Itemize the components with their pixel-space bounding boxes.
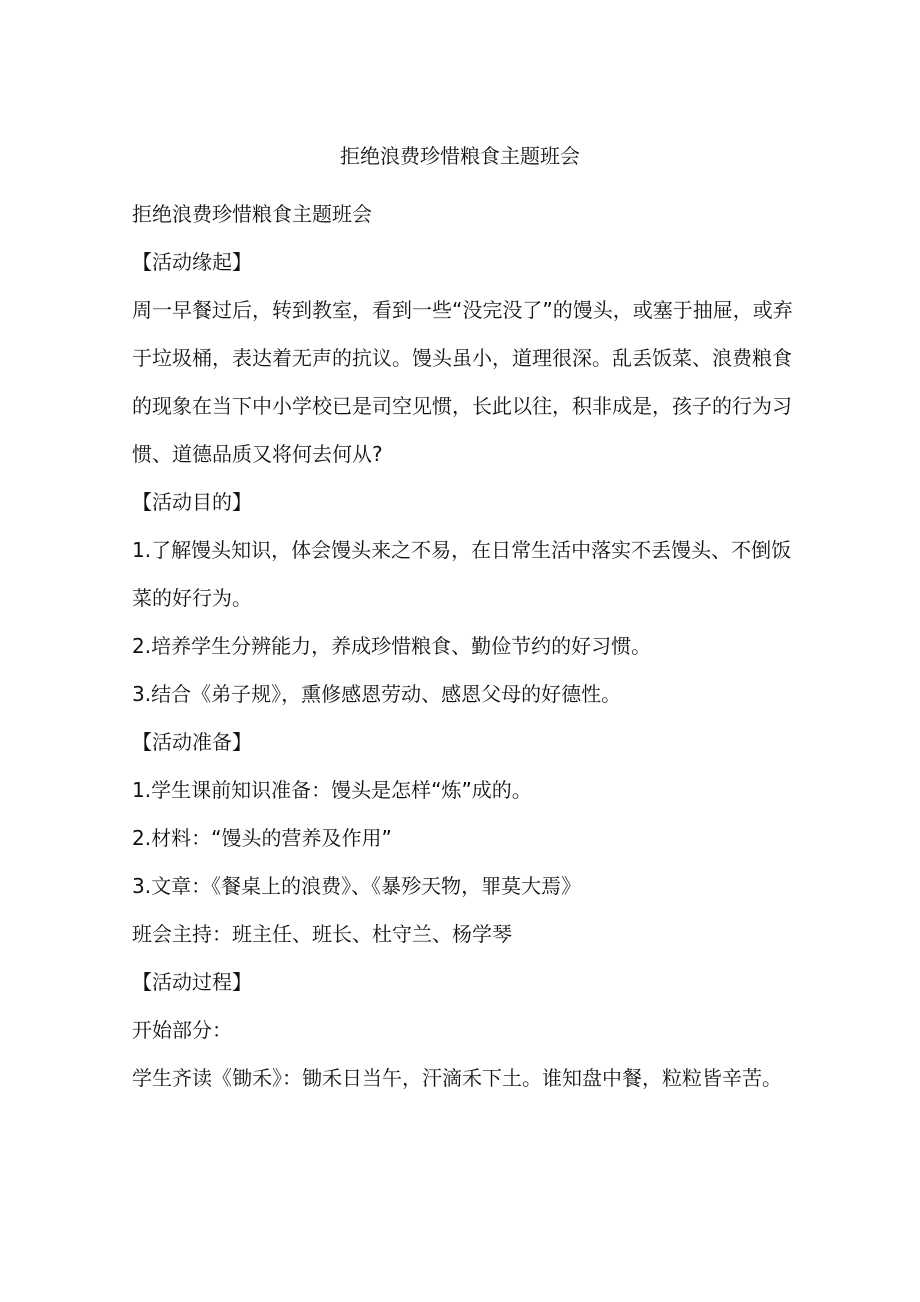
preparation-item-2: 2.材料：“馒头的营养及作用” (132, 826, 392, 850)
document-body (132, 190, 797, 1102)
section-heading-preparation: 【活动准备】 (132, 730, 252, 754)
paragraph-poem: 学生齐读《锄禾》：锄禾日当午，汗滴禾下土。谁知盘中餐，粒粒皆辛苦。 (132, 1066, 782, 1090)
preparation-item-1: 1.学生课前知识准备：馒头是怎样“炼”成的。 (132, 778, 532, 802)
goal-item-3: 3.结合《弟子规》，熏修感恩劳动、感恩父母的好德性。 (132, 682, 622, 706)
document-title: 拒绝浪费珍惜粮食主题班会 (340, 144, 580, 168)
section-heading-goals: 【活动目的】 (132, 490, 252, 514)
preparation-item-3: 3.文章：《餐桌上的浪费》、《暴殄天物，罪莫大焉》 (132, 874, 582, 898)
paragraph-origin: 周一早餐过后，转到教室，看到一些“没完没了”的馒头，或塞于抽屉，或弃于垃圾桶，表达着无声的抗议。馒头虽小，道理很深。乱丢饭菜、浪费粮食的现象在当下中小学校已是司空见惯，长此以往，积非成是，孩子的行为习惯、道德品质又将何去何从? (132, 298, 793, 466)
goal-item-2: 2.培养学生分辨能力，养成珍惜粮食、勤俭节约的好习惯。 (132, 634, 652, 658)
section-heading-origin: 【活动缘起】 (132, 250, 252, 274)
paragraph-subtitle: 拒绝浪费珍惜粮食主题班会 (132, 202, 372, 226)
paragraph-opening: 开始部分： (132, 1018, 232, 1042)
paragraph-hosts: 班会主持：班主任、班长、杜守兰、杨学琴 (132, 922, 512, 946)
section-heading-process: 【活动过程】 (132, 970, 252, 994)
goal-item-1: 1.了解馒头知识，体会馒头来之不易，在日常生活中落实不丢馒头、不倒饭菜的好行为。 (132, 538, 792, 610)
